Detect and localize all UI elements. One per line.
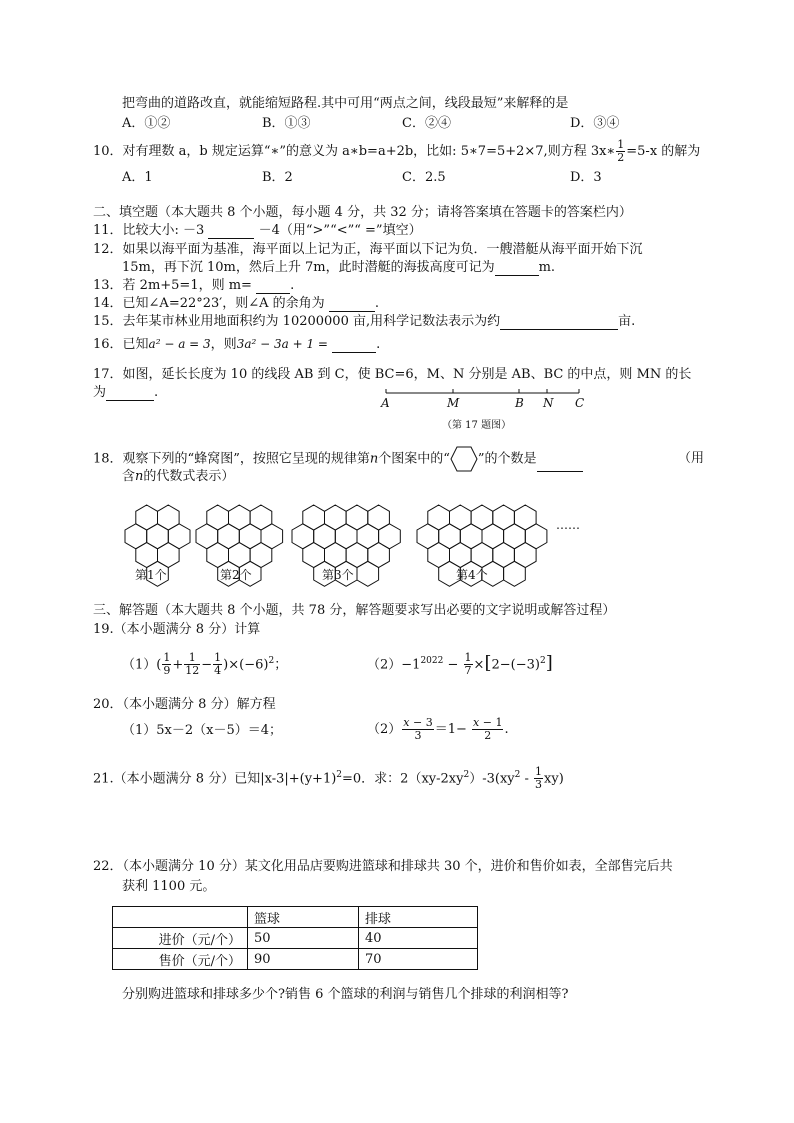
q9-option-b: B．①③	[262, 116, 311, 131]
q22-line2: 获利 1100 元。	[122, 879, 216, 894]
honeycomb-cell-2-8	[229, 543, 251, 568]
q12-line1: 12．如果以海平面为基准，海平面以上记为正，海平面以下记为负．一艘潜艇从海平面开始下沉	[93, 242, 643, 257]
q22-question: 分别购进篮球和排球多少个?销售 6 个篮球的利润与销售几个排球的利润相等?	[122, 987, 569, 1002]
honeycomb-cell-4-1	[450, 505, 472, 530]
table-row	[113, 928, 478, 949]
honeycomb-cell-1-4	[168, 524, 190, 549]
honeycomb-label-2: 第2个	[220, 568, 252, 582]
table-cell: 进价（元/个）	[113, 928, 248, 949]
honeycomb-cell-3-2	[346, 505, 368, 530]
q10-stem: 10．对有理数 a，b 规定运算“∗”的意义为 a∗b=a+2b，比如: 5∗7=5+2×7,则方程 3x∗ $\frac{1}{2}$ =5-x 的解为	[93, 138, 701, 164]
q17-line1: 17．如图，延长长度为 10 的线段 AB 到 C，使 BC=6，M、N 分别是 AB、BC 的中点，则 MN 的长	[93, 367, 692, 382]
honeycomb-cell-4-10	[525, 524, 547, 549]
table-cell: 70	[359, 949, 478, 970]
q17-line2: 为 .	[93, 385, 159, 400]
honeycomb-cell-3-12	[368, 543, 390, 568]
honeycomb-cell-4-19	[504, 561, 526, 586]
q19-part1: （1）( $\frac{1}{9}$ + $\frac{1}{12}$ − $\frac{1}{4}$ )$\times(-6)^2$；	[122, 651, 288, 678]
q9-option-d: D．③④	[570, 116, 620, 131]
honeycomb-cell-1-6	[158, 543, 180, 568]
q18-line1: 18．观察下列的“蜂窝图”，按照它呈现的规律第n个图案中的“ ”的个数是	[93, 446, 583, 472]
honeycomb-cell-4-14	[493, 543, 515, 568]
table-header-row	[113, 907, 478, 928]
honeycomb-cell-3-6	[335, 524, 357, 549]
honeycomb-label-4: 第4个	[456, 568, 488, 582]
section3-title: 三、解答题（本大题共 8 个小题，共 78 分，解答题要求写出必要的文字说明或解答过程）	[93, 603, 616, 618]
q20-part1: （1）5x－2（x－5）＝4；	[122, 723, 283, 738]
honeycomb-cell-3-4	[292, 524, 314, 549]
honeycomb-cell-4-11	[428, 543, 450, 568]
honeycomb-cell-4-6	[439, 524, 461, 549]
q10-option-a: A．1	[122, 170, 153, 185]
price-table	[112, 906, 478, 970]
honeycomb-cell-1-2	[125, 524, 147, 549]
honeycomb-cell-1-1	[158, 505, 180, 530]
q9-stem: 把弯曲的道路改直，就能缩短路程.其中可用“两点之间，线段最短”来解释的是	[122, 96, 569, 111]
q17-caption: （第 17 题图）	[442, 420, 512, 431]
honeycomb-cell-4-2	[471, 505, 493, 530]
q10-option-d: D．3	[570, 170, 602, 185]
q19-heading: 19.（本小题满分 8 分）计算	[93, 622, 261, 637]
honeycomb-cell-3-3	[368, 505, 390, 530]
honeycomb-cell-4-3	[493, 505, 515, 530]
honeycomb-cell-1-0	[136, 505, 158, 530]
table-row	[113, 949, 478, 970]
honeycomb-cell-2-3	[196, 524, 218, 549]
table-cell: 40	[359, 928, 478, 949]
honeycomb-cell-2-1	[229, 505, 251, 530]
q15: 15．去年某市林业用地面积约为 10200000 亩,用科学记数法表示为约 亩.	[93, 314, 636, 329]
honeycomb-cell-3-1	[325, 505, 347, 530]
honeycomb-cell-3-0	[303, 505, 325, 530]
point-b-label: B	[515, 396, 524, 410]
honeycomb-cell-4-12	[450, 543, 472, 568]
honeycomb-cell-2-0	[207, 505, 229, 530]
honeycomb-label-1: 第1个	[135, 568, 167, 582]
honeycomb-cell-4-0	[428, 505, 450, 530]
q9-option-c: C．②④	[402, 116, 451, 131]
table-cell: 90	[248, 949, 359, 970]
honeycomb-cell-3-9	[303, 543, 325, 568]
q9-option-a: A．①②	[122, 116, 171, 131]
honeycomb-cell-4-7	[460, 524, 482, 549]
q11: 11．比较大小: －3 －4（用“>”“<”“ =”填空）	[93, 223, 422, 238]
honeycomb-cell-1-5	[136, 543, 158, 568]
honeycomb-cell-2-7	[207, 543, 229, 568]
q16: 16．已知a² − a = 3，则3a² − 3a + 1 = .	[93, 337, 381, 352]
q20-heading: 20．（本小题满分 8 分）解方程	[93, 697, 276, 712]
honeycomb-ellipsis: ……	[556, 518, 580, 532]
q21: 21.（本小题满分 8 分）已知$|x-3|+(y+1)^2=0$．求：$2(xy-2xy^2)-3(xy^2$ - $\frac{1}{3}$ xy)	[93, 765, 564, 792]
honeycomb-cell-3-7	[357, 524, 379, 549]
honeycomb-cell-3-10	[325, 543, 347, 568]
q22-line1: 22．（本小题满分 10 分）某文化用品店要购进篮球和排球共 30 个，进价和售价如表，全部售完后共	[93, 859, 673, 874]
section2-title: 二、填空题（本大题共 8 个小题，每小题 4 分，共 32 分；请将答案填在答题卡的答案栏内）	[93, 205, 632, 220]
honeycomb-cell-4-4	[514, 505, 536, 530]
honeycomb-cell-2-5	[239, 524, 261, 549]
table-cell: 50	[248, 928, 359, 949]
table-cell: 售价（元/个）	[113, 949, 248, 970]
honeycomb-label-3: 第3个	[322, 568, 354, 582]
honeycomb-cell-3-5	[314, 524, 336, 549]
table-header-cell: 排球	[359, 907, 478, 928]
honeycomb-cell-2-6	[261, 524, 283, 549]
q18-line2: 含n的代数式表示）	[122, 469, 235, 484]
point-a-label: A	[381, 396, 390, 410]
q10-option-b: B．2	[262, 170, 293, 185]
honeycomb-cell-4-15	[514, 543, 536, 568]
honeycomb-cell-4-13	[471, 543, 493, 568]
honeycomb-cell-1-3	[147, 524, 169, 549]
point-m-label: M	[447, 396, 460, 410]
point-n-label: N	[543, 396, 554, 410]
table-header-cell: 篮球	[248, 907, 359, 928]
honeycomb-cell-2-2	[250, 505, 272, 530]
honeycomb-cell-3-15	[357, 561, 379, 586]
honeycomb-cell-4-9	[504, 524, 526, 549]
q20-part2: （2） $\frac{x - 3}{3}$ ＝1− $\frac{x - 1}{2}$ .	[367, 716, 509, 742]
honeycomb-cell-3-8	[379, 524, 401, 549]
q14: 14．已知∠A=22°23′，则∠A 的余角为 .	[93, 296, 379, 311]
q10-option-c: C．2.5	[402, 170, 446, 185]
point-c-label: C	[575, 396, 585, 410]
honeycomb-cell-4-5	[417, 524, 439, 549]
table-cell	[113, 907, 248, 928]
q13: 13．若 2m+5=1，则 m= .	[93, 278, 295, 293]
q19-part2: $(2)-1^{2022}$ − $\frac{1}{7}$ $\times[2-(-3)^2]$	[367, 651, 553, 678]
honeycomb-cell-2-9	[250, 543, 272, 568]
honeycomb-cell-4-8	[482, 524, 504, 549]
honeycomb-cell-3-11	[346, 543, 368, 568]
q18-line1-tail: （用	[678, 451, 705, 466]
honeycomb-cell-2-4	[218, 524, 240, 549]
q12-line2: 15m，再下沉 10m，然后上升 7m，此时潜艇的海拔高度可记为 m.	[122, 260, 556, 275]
